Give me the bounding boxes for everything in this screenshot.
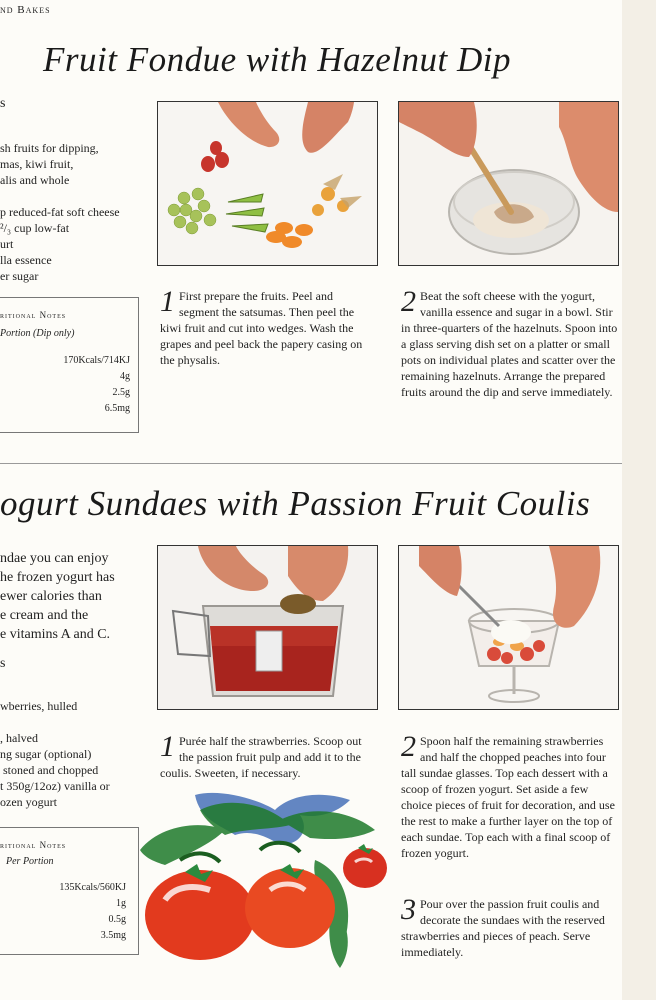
step-text: First prepare the fruits. Peel and segment the satsumas. Then peel the kiwi fruit and cut into wedges. Wash the grapes and peel back the papery casing on the physalis. (160, 289, 363, 367)
processor-photo-illustration (158, 546, 377, 709)
nutrition-value: 4g (120, 371, 130, 382)
recipe2-step-3 (401, 893, 619, 960)
ingredients-heading: s (0, 96, 6, 111)
nutrition-box (0, 297, 139, 433)
photo-mixing-dip (398, 101, 619, 266)
nutrition-value: 170Kcals/714KJ (63, 355, 130, 366)
nutrition-box (0, 827, 139, 955)
recipe-intro: ndae you can enjoy he frozen yogurt has ewer calories than e cream and the e vitamins A and C. (0, 551, 115, 642)
step-number: 1 (160, 285, 175, 318)
recipe-title-yogurt-sundaes: ogurt Sundaes with Passion Fruit Coulis (0, 484, 591, 523)
nutrition-values (6, 880, 126, 944)
nutrition-value: 135Kcals/560KJ (59, 882, 126, 893)
tomato-watercolor-illustration (140, 790, 395, 970)
step-text: Purée half the strawberries. Scoop out the passion fruit pulp and add it to the coulis. Sweeten, if necessary. (160, 734, 362, 780)
nutrition-values (10, 353, 130, 417)
section-divider (0, 463, 622, 464)
recipe-title-fruit-fondue: Fruit Fondue with Hazelnut Dip (43, 40, 512, 79)
recipe2-step-1 (160, 730, 370, 781)
recipe1-step-2 (401, 285, 621, 400)
tomato-illustration (140, 790, 395, 970)
step-number: 3 (401, 893, 416, 926)
ingredients-heading: s (0, 656, 6, 671)
photo-fruit-preparation (157, 101, 378, 266)
step-text: Pour over the passion fruit coulis and decorate the sundaes with the reserved strawberries and pieces of peach. Serve immediately. (401, 897, 605, 959)
nutrition-value: 3.5mg (100, 930, 126, 941)
running-head: nd Bakes (0, 4, 51, 16)
fruit-photo-illustration (158, 102, 377, 265)
step-text: Beat the soft cheese with the yogurt, vanilla essence and sugar in a bowl. Stir in three-quarters of the hazelnuts. Spoon into a glass serving dish set on a platter or small pots on individual plates and scatter over the remaining hazelnuts. Arrange the prepared fruits around the dip and serve immediately. (401, 289, 618, 399)
recipe1-step-1 (160, 285, 364, 368)
sundae-photo-illustration (399, 546, 618, 709)
nutrition-subtitle: Portion (Dip only) (0, 328, 75, 339)
nutrition-title: ritional Notes (0, 310, 67, 320)
nutrition-value: 2.5g (112, 387, 130, 398)
step-number: 1 (160, 730, 175, 763)
nutrition-value: 6.5mg (104, 403, 130, 414)
recipe2-step-2 (401, 730, 619, 861)
ingredients-list: sh fruits for dipping, mas, kiwi fruit, alis and whole p reduced-fat soft cheese ²/₃ cup low-fat urt lla essence er sugar (0, 141, 120, 283)
photo-sundae-glass (398, 545, 619, 710)
mixing-photo-illustration (399, 102, 618, 265)
nutrition-subtitle: Per Portion (6, 856, 54, 867)
step-number: 2 (401, 730, 416, 763)
nutrition-value: 0.5g (108, 914, 126, 925)
step-text: Spoon half the remaining strawberries and half the chopped peaches into four tall sundae glasses. Top each dessert with a scoop of frozen yogurt. Set aside a few choice pieces of fruit for decoration, and use the rest to make a further layer on the top of each sundae. Top each with a final scoop of frozen yogurt. (401, 734, 615, 860)
nutrition-title: ritional Notes (0, 840, 67, 850)
step-number: 2 (401, 285, 416, 318)
ingredients-list: wberries, hulled , halved ng sugar (optional) stoned and chopped t 350g/12oz) vanilla or ozen yogurt (0, 699, 110, 809)
nutrition-value: 1g (116, 898, 126, 909)
page-edge (622, 0, 656, 1000)
photo-puree-strawberries (157, 545, 378, 710)
